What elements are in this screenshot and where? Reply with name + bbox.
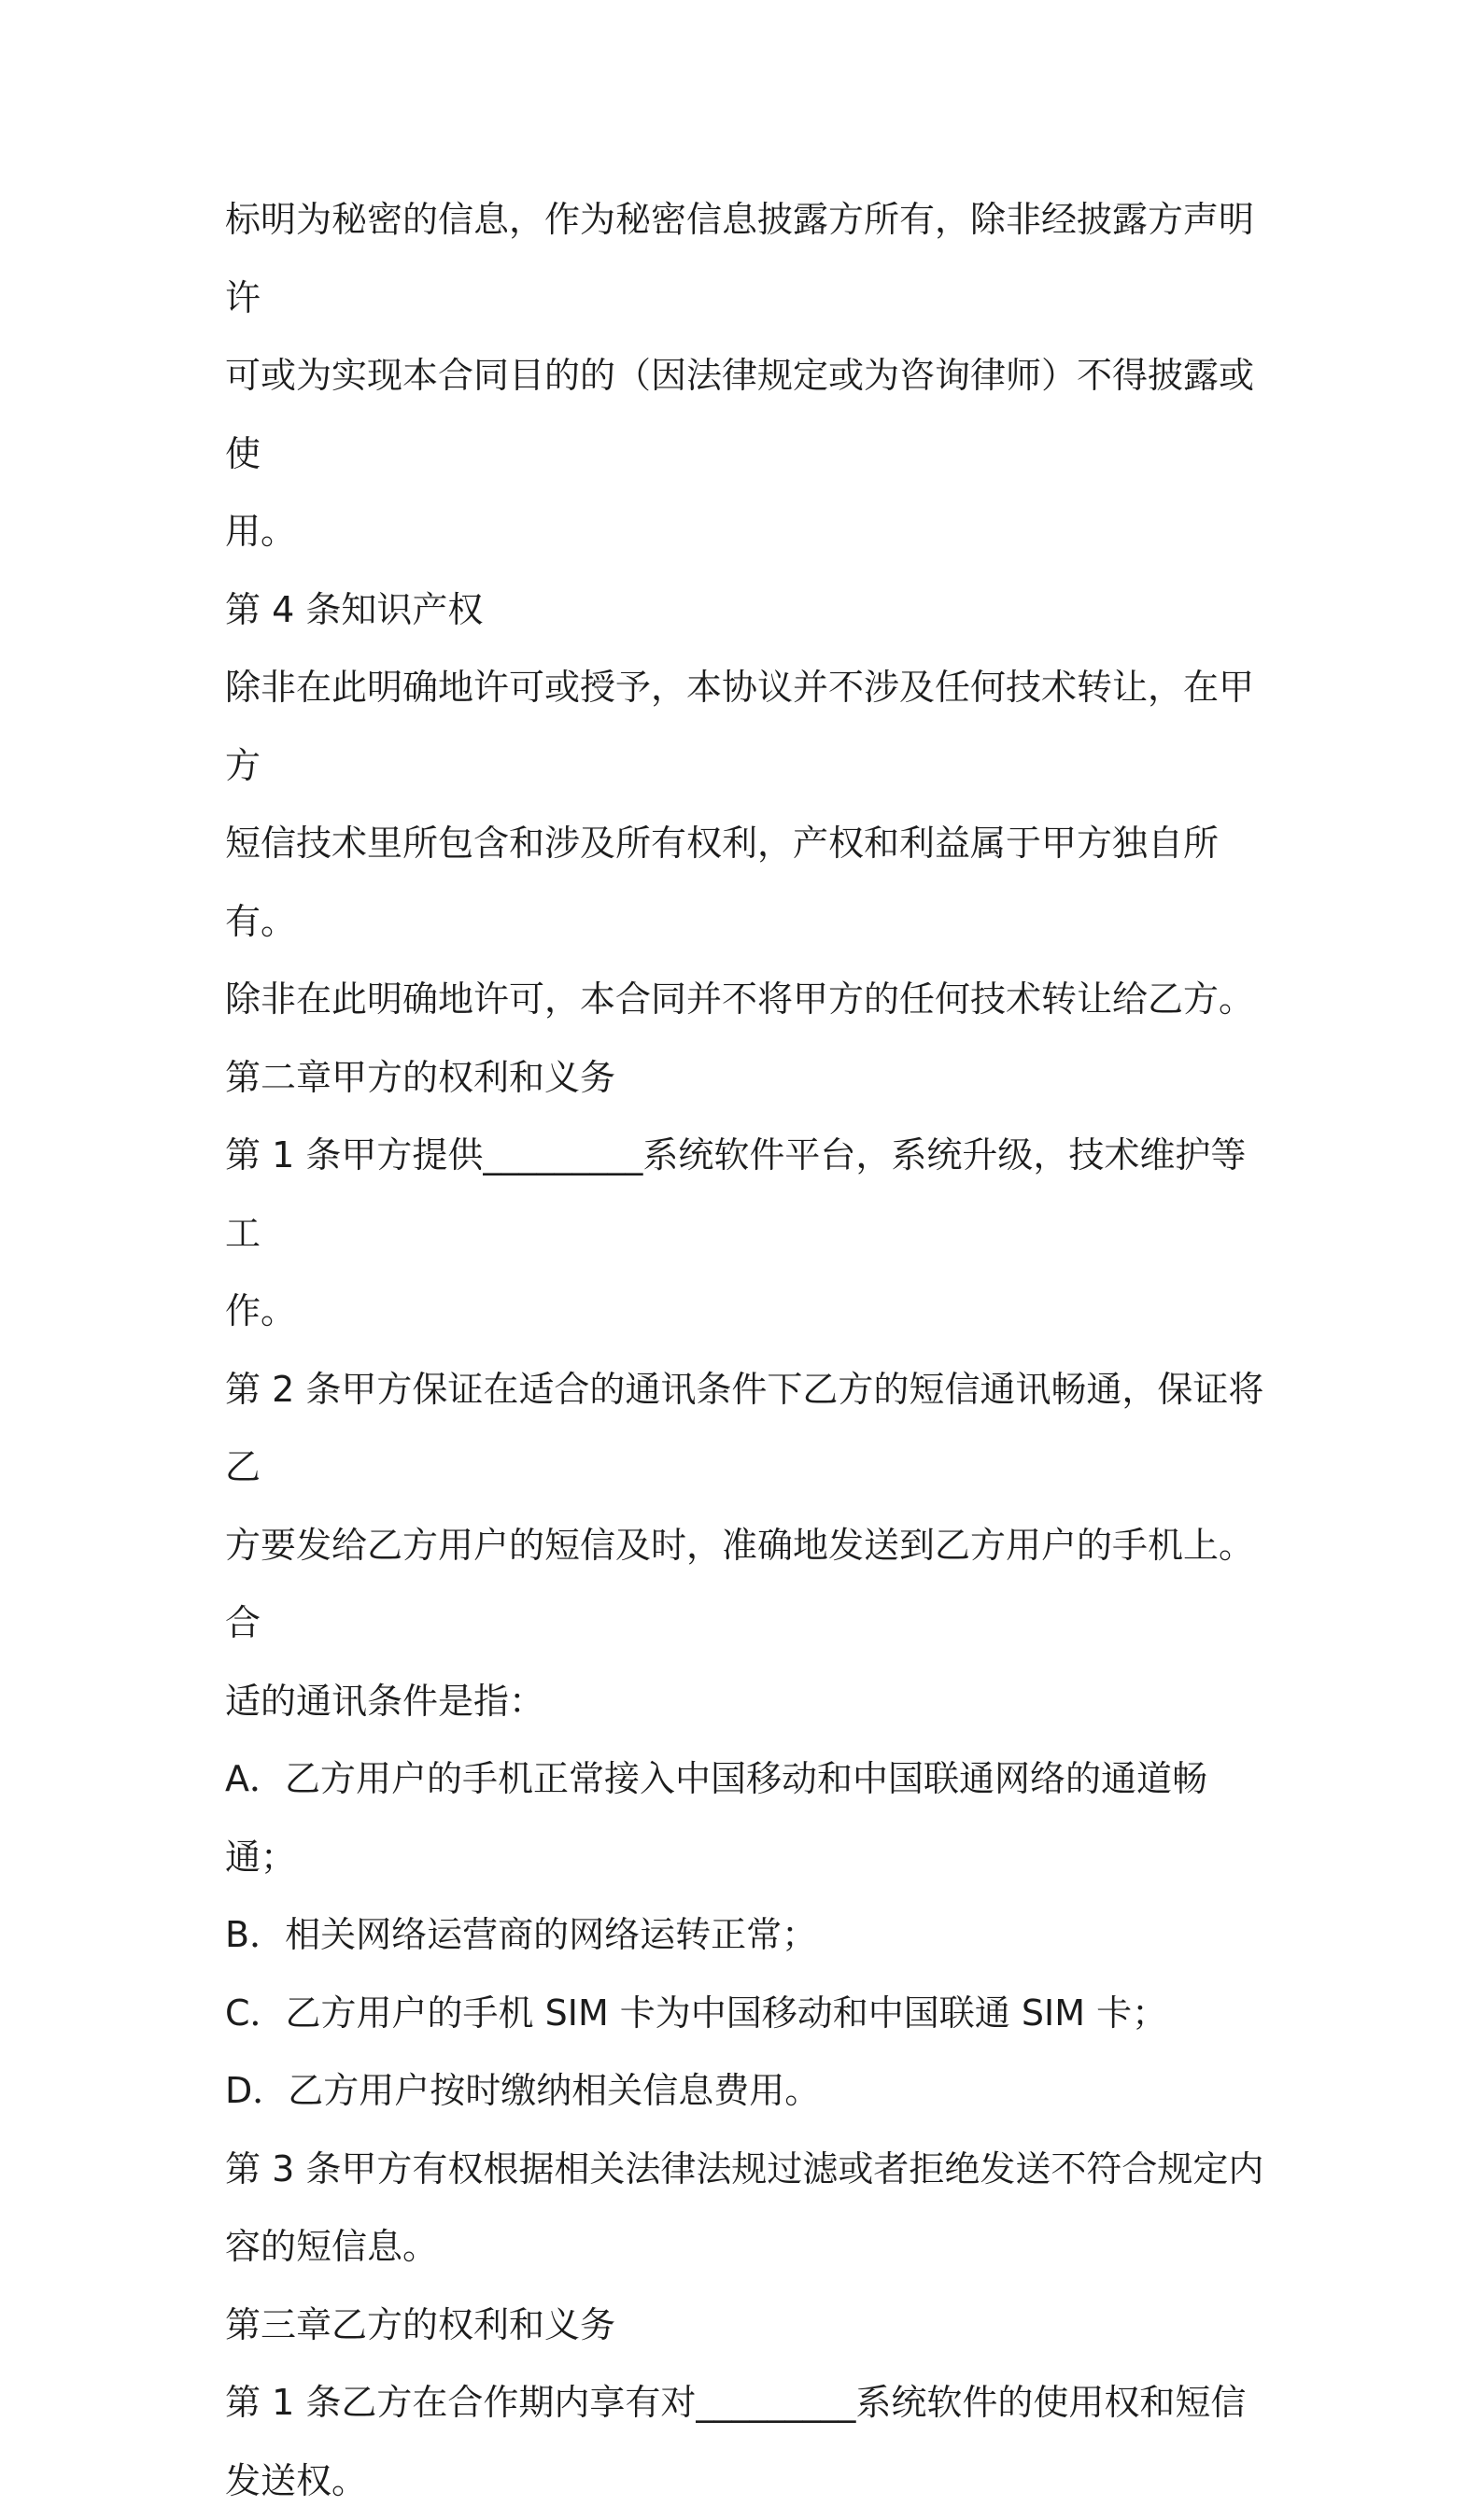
text-line: 第 1 条甲方提供_________系统软件平台，系统升级，技术维护等工 — [225, 1117, 1271, 1273]
text-line: 可或为实现本合同目的的（因法律规定或为咨询律师）不得披露或使 — [225, 337, 1271, 493]
text-line: 除非在此明确地许可，本合同并不将甲方的任何技术转让给乙方。 — [225, 961, 1271, 1039]
text-line: 除非在此明确地许可或授予，本协议并不涉及任何技术转让，在甲方 — [225, 649, 1271, 805]
text-line: 用。 — [225, 493, 1271, 571]
article-heading: 第 4 条知识产权 — [225, 571, 1271, 650]
text-line: 第 3 条甲方有权根据相关法律法规过滤或者拒绝发送不符合规定内 — [225, 2131, 1271, 2209]
list-item: A．乙方用户的手机正常接入中国移动和中国联通网络的通道畅通； — [225, 1740, 1271, 1896]
text-line: 短信技术里所包含和涉及所有权利，产权和利益属于甲方独自所有。 — [225, 805, 1271, 961]
list-item: C．乙方用户的手机 SIM 卡为中国移动和中国联通 SIM 卡； — [225, 1975, 1271, 2053]
text-line: 标明为秘密的信息，作为秘密信息披露方所有，除非经披露方声明许 — [225, 181, 1271, 337]
text-line: 第 2 条甲方保证在适合的通讯条件下乙方的短信通讯畅通，保证将乙 — [225, 1351, 1271, 1507]
text-line: 作。 — [225, 1273, 1271, 1351]
text-line: 方要发给乙方用户的短信及时，准确地发送到乙方用户的手机上。合 — [225, 1507, 1271, 1663]
chapter-heading: 第二章甲方的权利和义务 — [225, 1039, 1271, 1118]
text-line: 发送权。 — [225, 2443, 1271, 2520]
text-line: 容的短信息。 — [225, 2208, 1271, 2287]
list-item: D．乙方用户按时缴纳相关信息费用。 — [225, 2052, 1271, 2131]
chapter-heading: 第三章乙方的权利和义务 — [225, 2287, 1271, 2365]
list-item: B．相关网络运营商的网络运转正常； — [225, 1896, 1271, 1975]
text-line: 第 1 条乙方在合作期内享有对_________系统软件的使用权和短信 — [225, 2364, 1271, 2443]
text-line: 适的通讯条件是指： — [225, 1663, 1271, 1741]
document-body — [225, 181, 1271, 2520]
